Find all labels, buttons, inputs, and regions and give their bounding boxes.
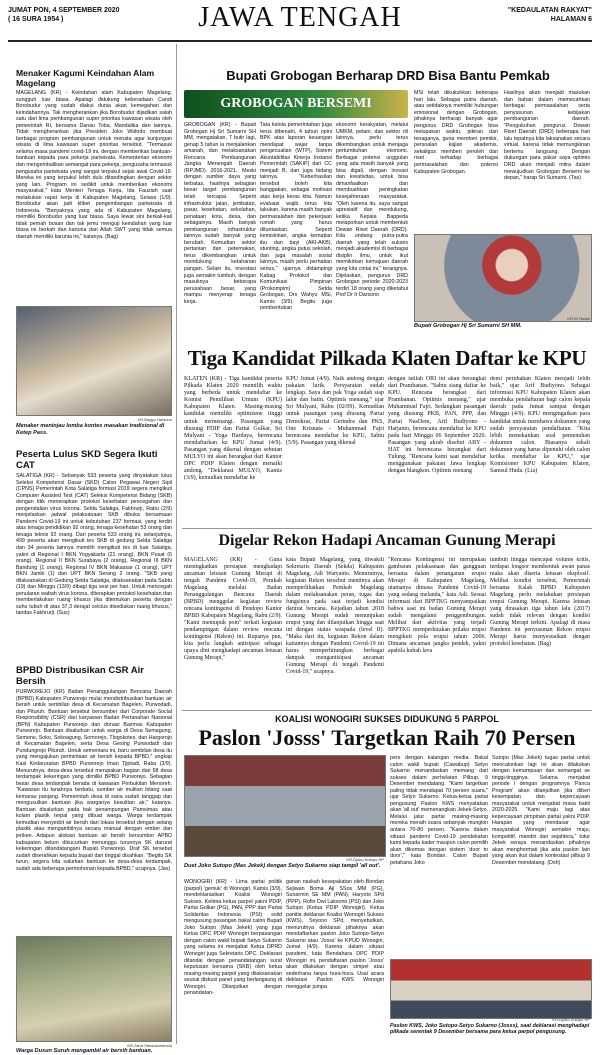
coalition-photo xyxy=(390,959,592,1019)
article-col-1: GROBOGAN (KR) - Bupati Grobogan Hj Sri Sumarni SH MM, mengatakan, 7 butir lagi, genap 5 tahun ia menjalankan amanah, dan melaksanakan Rencana Pembangunan Jangka Menengah Daerah (RPJMD) 2016-2021. Meski dengan sumber daya yang terbatas, hasilnya sebagian besar target pembangunan telah tercapai. Seperti infrastruktur jalan, jembatan, pasar, kesehatan, sekolahan, penataan kota, desa, dan sebagainya. Masih banyak pembangunan infrastruktur lainnya sudah banyak yang berubah. Kemudian sektor pertanian dan peternakan, terus dikembangkan untuk mendukung ketahanan pangan. Selain itu, investasi juga semakin tumbuh, dengan masuknya beberapa perusahaan besar, yang mampu menyerap tenaga kerja. xyxy=(184,122,256,305)
grobogan-banner xyxy=(184,90,408,118)
article-col-3: dengan istilah ORI ini akan berangkat dari Prambanan. "Sabtu siang daftar ke KPU. Rencana berangkat dari Prambanan. Optimis menang," ujar Muhammad Fajri. Sedangkan pasangan yang diusung PKB, PAN, PPP, dan Partai NasDem, Arif Budiyono - Harjanto, berencana mendaftar ke KPU pada hari Minggu 06 September 2020. Pasangan yang akrab disebut ABY - HAT ini berencana berangkat dari Tulung. "Rencana kami saat mendaftar menggunakan pakaian Jawa lengkap dengan blangkon. Optimis menang xyxy=(388,376,486,475)
article-col-2: Tata kelola pemerintahan juga terus dibenahi, 4 tahun opini BPK atas laporan keuangan mendapat wajar tanpa pengecualian (WTP), Sistem Akuntabilitas Kinerja Instansi Pemerintah (SAKIP) dari CC menjadi B, dan juga bidang lainnya. "Keberhasilan tersebut boleh kita banggakan, sebagai motivasi atas kerja keras kita. Namun evaluasi wajib terus kita lakukan, karena masih banyak permasalahan dan pekerjaan rumah yang harus dituntaskan. Seperti kemiskinan, angka kematian ibu dan bayi (AKI-AKB), stunting, angka putus sekolah, dan juga masalah sosial lainnya, masih perlu perhatian serius," ujarnya didampingi Kabag Protokol dan Komunikasi Pimpinan (Prokompim) Setda Grobogan, Drs Wahyu MSi, Kamis (3/9). Begitu juga pembentukan xyxy=(260,122,332,312)
photo-caption: Warga Dusun Suruh mengambil air bersih bantuan. xyxy=(16,1048,153,1054)
photo-credit: KR-Djoko Sutopo HP xyxy=(552,1017,590,1022)
masthead-sura: ( 16 SURA 1954 ) xyxy=(8,16,64,23)
article-body: SALATIGA (KR) - Sebanyak 533 peserta yang dinyatakan lulus Seleksi Kompetensi Dasar (SKD) Calon Pegawai Negeri Sipil (CPNS) Pemerintah Kota Salatiga formasi 2019 segera mengikuti Computer Assisted Test (CAT) Seleksi Kompetensi Bidang (SKB) dengan titik menerapkan protokol kesehatan pencegahan dan pengendalian virus korona. Selda Salatiga, Fakhrurji, Rabu (2/9) menjelaskan jadwal pelaksanaan SKB dibuka bersamaan Pandemi Covid-19 ini untuk kebutuhan 237 formasi, yang terdiri atas tenaga pendidikan 92 orang, tenaga kesehatan 53 orang dan tenaga teknis 92 orang. Dari peserta 533 orang ini, selanjutnya, 499 peserta akan mengikuti tes SKB di gedung Selda Salatiga dan 34 peserta lainnya memilih mengikuti tes di luar Salatiga, yakni di Regional I BKN Yogyakarta (21 orang), BKN Pusat (6 orang), Regional II BKN Surabaya (2 orang), Regional III BKN Bandung (1 orang), Regional IV BKN Makassar (1 orang), UPT BKN Jambi (1) dan UPT BKN Serang 2 orang. "SKB yang dilaksanakan di Gedung Selda Salatiga, dilaksanakan pada Sabtu (19) dan Minggu (13/9) dibagi tiga sesi per hari. Untuk mencegah penularan wabah virus korona, diterapkan protokol kesehatan dan memberlakukan ruang khusus jika ditemukan peserta dengan suhu tubuh di atas 37,3 derajat celcius disediakan ruang khusus," tandas Fakhrurji. (Sus) xyxy=(16,473,172,617)
photo-caption: Bupati Grobogan Hj Sri Sumarni SH MM. xyxy=(414,323,522,329)
article-title: BPBD Distribusikan CSR Air Bersih xyxy=(16,665,144,687)
article-title: Peserta Lulus SKD Segera Ikuti CAT xyxy=(16,449,158,471)
menaker-photo xyxy=(16,306,172,416)
masthead-date: JUMAT PON, 4 SEPTEMBER 2020 xyxy=(8,7,120,14)
article-col-3: pers dengan kalangan media. Bakal calon wakil bupati (Cawabup) Setyo Sukarno menandaskan memang dari sukses dalam perhelatan Pilbup, 9 Desember mendatang. "Kami targetkan paling tidak mendapat 70 persen suara," ujar Setyo Sukarno. Ketua-ketua partai pengusung Paslon KWS menyatakan akan 'all out' memenangkan Jekek-Setyo. Melalui jalur partai masing-masing mereka meraih suara sebanyak mungkin antara 70-80 persen. "Karena dalam situasi pandemi Covid-19 pendekatan kami kepada kader maupun calon pemilih akan dikemas dengan sistem 'door to door'," kata Bondan. Calon Bupati petahana Joko xyxy=(390,755,488,866)
article-body: MAGELANG (KR) - Keindahan alam Kabupaten Magelang, sungguh luar biasa. Apalagi didukung keberadaan Candi Borobudur yang sudah diakui dunia akan kemegahan dan keindahannya. Tak mengherankan jika Borobudur dijadikan salah satu dari lima pembangunan super prioritas kawasan wisata oleh pemerintah RI, bersama Danau Toba, Mandalika dan lainnya. Tidak mengherankan jika Presiden Joko Widodo membuat berbagai program pembangunan untuk menata agar kunjungan wisata di lima kawasan super prioritas tersebut. "Termasuk selama masa pandemi covid-19 ini, dengan memberikan bantuan-bantuan kepada para pekerja pariwisata. Kementerian ekonomi dan mengembalikan semangat para pekerja, pengusaha termasuk pengusaha pariwisata yang sangat terpukul sejak awal Covid-19. Mereka ini yang terpukul lebih dulu ditandingkan dengan sektor yang lain. Program ini sedikit untuk memberikan ekonomi masyarakat," kata Menteri Tenaga Kerja, Ida Fauziah saat melakukan rapat kerja di Kabupaten Magelang, Selasa (1/9). Borobudur akan jadi klibet pengembangan pariwisata di Indonesia. "Banyaknya yang ada di Kabupaten Magelang, memiliki Borobudur yang luar biasa. Saya lewat sini berkali-kali tidak pernah bosan dan tak jemu menguji keindahan yang luar biasa ini berkah dan karunia dari Allah SWT yang tidak semua daerah memiliki karunia ini," katanya. (Bag) xyxy=(16,90,172,241)
photo-credit: KR-Jarot Sarwosambodo xyxy=(127,1043,172,1048)
article-title: Digelar Rekon Hadapi Ancaman Gunung Merapi xyxy=(218,532,556,549)
water-aid-photo xyxy=(16,936,172,1042)
wonogiri-article xyxy=(182,710,592,1047)
bupati-portrait xyxy=(414,234,592,322)
article-col-4: tumbuh hingga mencapai volume kritis, terdapat longsor membentuk awan panas maka akan diserta letusan eksplosif. Melihat kondisi tersebut, Pemerintah bersama Kalak BPBD Kabupaten Magelang perlu melakukan persiapan erupsi Gunung Merapi. Karena letusan yang dirasakan tiga tahun lalu (2017) sudah tidak relevan dengan kondisi Gunung Merapi terkini. Apalagi di masa Pandemi ini penyusunan Rekon erupsi Merapi harus menyesuaikan dengan protokol kesehatan. (Bag) xyxy=(490,557,590,647)
article-col-3: "Rencana Kontingensi ini merupakan gambaran pelaksanaan dan gangguan bersama dalam penanganan erupsi Merapi di Kabupaten Magelang, utamanya dimasa Pandemi Covid-19 yang sedang melanda," kata Adi. Sesuai informasi dari BPPTKG menyampaikan bahwa saat ini badan Gunung Merapi sudah mengalami penggembungan. Melihat dari aktivitas yang terjadi BPPTKG memperkirakan prilaku erupsi mengikuti pola erupsi tahun 2006. Dimana ancaman jangka pendek, yakni apabila kubah lava xyxy=(388,557,486,654)
grobogan-article xyxy=(182,44,592,344)
article-col-4: Sutopo (Mas Jekek) tugas partai untuk mencalonkan lagi ini akan dilakukan dengan kemampuan dan semangat se tinggi-tingginya. Selama menjabat periode I dengan programnya 'Panca Program' akan dilanjutkan jika diberi kesempatan dan kepercayaan masyarakat untuk menjabat masa bakti 2020-2025. "Kami maju lagi atas kepercayaan pimpinan partai yakni PDIP. Harapan yang mendasar agar masyarakat Wonogiri semakin maju, kompetitif, mandiri dan sejahtera," tutur Jekek seraya menandaskan pihaknya akan menghormati jika ada paslon lain yang akan ikut dalam kontestasi pilbup 9 Desember mendatang. (Dsh) xyxy=(492,755,590,866)
article-title: Paslon 'Josss' Targetkan Raih 70 Persen xyxy=(198,725,576,750)
article-kicker: KOALISI WONOGIRI SUKSES DIDUKUNG 5 PARPOL xyxy=(275,714,499,724)
masthead-slogan: "KEDAULATAN RAKYAT" xyxy=(507,7,592,14)
article-col-2: ganan naskah kesepakatan oleh Bondan Sejiwan Boma Aji SSos MM (PG), Sunarmin SE MM (PAN), Haryoto SPd (PPP), Rofin Dwi Laksono (PSI) dan Joko Sutopo (Ketua PDIP Wonogiri). Ketua panitia deklarasi Koalisi Wonogiri Sukses (KWS), Sriyono SPd, menyebutkan, menurutnya deklarasi pihaknya akan mendaftarkan paslon Joko Sutopo-Setyo Sukarno atau 'Josss' ke KPUD Wonogiri, Jumat (4/9). Karena dalam situasi pandemi, kata Bendahara DPC PDIP Wonogiri ini, pendaftaran paslon 'Josss' akan dilakukan dengan simpel atau sederhana tanpa hura-hura. Usai acara deklarasi Paslon KWS Wonogiri menggelar jumpa xyxy=(286,879,384,990)
klaten-article xyxy=(182,346,592,526)
photo-credit: KR-Djoko Sutopo HP xyxy=(346,857,384,862)
article-col-4: MSi telah dikukuhkan beberapa hari lalu. Sebagai putra daerah, atau setidaknya memiliki hubungan emosional dengan Grobogan, pihaknya berharap banyak agar pengurus DRD Grobogan bisa melupakan waktu, pikiran dan tenaganya, guna memberi pemikir, persoalan kajian akademis, sekaligus memberi peroleh dan riset terhadap berbagai permasalahan dan potensi Kabupaten Grobogan. xyxy=(414,90,498,175)
photo-credit: KR-Bagyo Harsono xyxy=(137,417,172,422)
article-title: Tiga Kandidat Pilkada Klaten Daftar ke KPU xyxy=(187,346,587,370)
article-col-2: KPU Jumat (4/9). Naik andong dengan pakaian lurik. Persyaratan sudah lengkap. Saya dan pak Yoga sudah siap lahir dan batin. Optimis menang," ujar Sri Mulyani, Rabu (02/09). Kemudian untuk pasangan yang diusung Partai Demokrat, Partai Gerindra dan PKS, One Krisnata - Muhammad Fajri berencana mendaftar ke KPU, Sabtu (5/9). Pasangan yang dikenal xyxy=(286,376,384,446)
masthead-rule xyxy=(8,40,592,42)
article-col-3: ekonomi kerakyatan, melalui UMKM, petani, dan sektor riil lainnya, perlu terus dikembangkan untuk menjaga pertumbuhan ekonomi. Berbagai potensi unggulan yang ada masih banyak yang bisa digali, dengan inovasi dan kreativitas, untuk bisa dimanfaatkan dan membuahkan peningkatan kesejahteraan masyarakat. "Oleh karena itu, saya sangat apresiatif dan mendukung, ketika Kepala Bappeda melaporkan untuk membentuk Dewan Riset Daerah (DRD). Kita undang putra-putra daerah yang telah sukses menjadi akademisi di berbagai disiplin ilmu, untuk ikut memikirkan kemajuan daerah yang kita cintai ini," terangnya. Dijelaskan, pengurus DRD Grobogan periode 2020-2023 terdiri 18 orang yang diketahui Prof Dr Ir Darsono xyxy=(336,122,408,299)
article-col-1: KLATEN (KR) - Tiga kandidat peserta Pilkada Klaten 2020 memilih waktu yang berbeda untuk mendaftar ke Komisi Pemilihan Umum (KPU) Kabupaten Klaten. Masing-masing kandidat memiliki optimisme tinggi untuk memenangi. Pasangan yang diusung PDIP dan Partai Golkar, Sri Mulyani - Yoga Hardaya, berencana mendaftarkan ke KPU Jumat (4/9). Pasangan yang dikenal dengan sebutan MULYO ini akan berangkat dari Kantor DPC PDIP Klaten dengan menaiki andong. "Deklarasi MULYO, Kamis (3/9), kemudian mendaftar ke xyxy=(184,376,282,482)
article-col-1: MAGELANG (KR) - Guna meningkatkan persiapan menghadapi ancaman letusan Gunung Merapi di tengah Pandemi Covid-19, Pemkab Magelang melalui Badan Penanggulangan Bencana Daerah (BPBD) menggelar kegiatan review rencana kontingensi di Pendopo Kantor BPBD Kabupaten Magelang, Rabu (2/9). "Kami memupuk poin" terkait kegiatan pendampingan dalam review rencana kontingensi (Rekon) ini. Rupanya pun, kita perlu langkah antisipasi sebagai upaya dini menghadapi ancaman letusan Gunung Merapi," xyxy=(184,557,282,661)
banner-label: GROBOGAN BERSEMI xyxy=(220,96,372,111)
photo-caption: Duet Joko Sutopo (Mas Jekek) dengan Setyo Sukarno siap tampil 'all out'. xyxy=(184,863,381,869)
article-col-1: WONOGIRI (KR) - Lima partai politik (parpol) 'gemuk' di Wonogiri, Kamis (3/9), mendeklarasikan Koalisi Wonogiri Sukses. Ketima ketua parpol yakni PDIP, Partai Golkar (PG), PAN, PPP dan Partai Solidaritas Indonesia (PSI) solid mengusung pasangan bakal calon Bupati Joko Sutopo (Mas Jekek) yang juga Ketua DPC PDIP Wonogiri berpasangan dengan calon wakil bupati Setyo Sukarno yang selama ini menjabat Ketua DPRD Wonogiri juga Sekretaris DPC. Deklarasi ditandai dengan penandatangan surat keputusan bersama (SKB) oleh ketua masing-masing parpol yang dilaksanakan seusai diskusi panel yang berlangsung di Wonogiri. Dilanjutkan dengan penandatan- xyxy=(184,879,282,997)
article-title: Menaker Kagumi Keindahan Alam Magelang xyxy=(16,68,155,88)
merapi-article xyxy=(182,528,592,709)
article-body: PURWOREJO (KR) Badan Penanggulangan Bencana Daerah (BPBD) Kabupaten Purworejo mulai mendistribusikan bantuan air bersih untuk sembilan desa di Kecamatan Bagelen, Purwodadi, dan Pituruh. Bantuan tersebut bersumber dari Corporate Social Responsibility (CSR) dari karyawan Badan Pertanahan Nasional (BPN) Kabupaten Purworejo dan donasi Bazmas Kabupaten Purworejo. Bantuan disalurkan untuk warga di Desa Semagung, Semono, Soko, Sokoagung, Somorejo, Tlogokotes, dan Hargorojo di Kecamatan Bagelen, serta Desa Gesing Purwodadi dan Pundungrejo Pituruh. Untuk sementara ini, baru sembilan desa itu yang mengajukan permintaan air bersih kepada BPBD," ungkap Kasi Kedaruratan BPBD Purworejo Iman Tjiptadi, Rabu (3/9). Menurutnya, desa-desa tersebut merupakan bagian dari 68 desa terdampak kekeringan yang dimiliki BPBD Purworejo. Sebagian besar desa terdampak berada di kawasan Perbukitan Menoreh. "Kawasan itu tanahnya berbatu, sumber air mulitan hilang saat kemarau panjang. Pemerintah desa di sana sudah tanggap dan mengusulkan bantuan jika warganya kesulitan air," katanya. Bantuan disalurkan pada bak penampungan Pamsimas atau kolam plastik terpal yang dibuat warga. Warga terdampak kemudian menyedot air bersih dari lokasi tersebut dengan selang plastik atau mengambilnya secara manual dengan ember dan jeriken. Adapun alokasi bantuan air bersih bersumber APBD kabupaten belum dikucurkan menunggu turunnya SK darurat kekeringan ditandatangani Bupati Purworejo. Draf SK tersebut sudah diserahkan kepada bupati dan tinggal disahkan. "Begitu SK turun, segera kita salurkan bantuan ke desa-desa terdampak, sudah ada beberapa permohonan kepada BPBD," ucapnya. (Jas) xyxy=(16,689,172,872)
left-column xyxy=(8,44,177,1054)
article-col-2: kata Bupati Magelang, yang diwakili Sekretaris Daerah (Sekda) Kabupaten Magelang, Adi Waryanto. Menurutnya, kegiatan Rekon tersebut mentinya akan memperlihatkan Pemkab Magelang dalam melaksanakan peran, tugas dan fungsinya pada saat terjadi kondisi darurat bencana. Kejadian tahun 2018 Gunung Merapi sudah menunjukan erupsi yang dan dilanjutkan hingga saat ini dengan status waspada (level II). "Maka dari itu, kegiatan Rekon dalam kaitannya dengan Pandemi Covid-19 ini harus memperhitungkan berbagai dampak mengantisipasi ancaman Gunung Merapi di tengah Pandemi Covid-19," ucapnya. xyxy=(286,557,384,675)
article-col-5: Hasilnya akan menjadi masukan dan bahan dalam memecahkan berbagai permasalahan serta penyusunan kebijakan pembangunan daerah. "Pengukuhan pengurus Dewan Riset Daerah (DRD) beberapa hari lalu tepatnya kita laksanakan secara virtual, karena tidak memungkinan bertemu langsung. Dengan dukungan para pakar saya optimis DRD akan menjadi mitra dalam mewujudkan Grobogan Bersemi ke depan," harap Sri Sumarni. (Tas) xyxy=(504,90,590,182)
article-col-4: demi perubahan Klaten menjadi lebih baik," ujar Arif Budiyono. Sebagai informasi KPU Kabupaten Klaten akan membuka pendaftaran bagi calon kepala daerah pada Jumat sampai dengan Minggu (4/9). KPU mengingatkan para kandidat untuk membawa dokumen yang sudah persyaratan pendaftaran. "Kita lebih menekankan soal pemenuhan dokumen calon. Biasanya sekali dokumen yang harus dipenuhi oleh calon ketika mendaftar ke KPU," ujar Komisioner KPU Kabupaten Klaten, Samsul Huda. (Lia) xyxy=(490,376,590,475)
masthead-title: JAWA TENGAH xyxy=(198,2,402,33)
candidates-photo xyxy=(184,755,386,857)
photo-caption: Menaker meninjau lomba kontes masakan tradisional di Ketep Pass. xyxy=(16,423,165,436)
masthead-page: HALAMAN 6 xyxy=(550,16,592,23)
masthead-right-block xyxy=(508,6,592,24)
photo-credit: KR-M Taslim xyxy=(567,316,590,321)
article-title: Bupati Grobogan Berharap DRD Bisa Bantu Pemkab xyxy=(226,68,550,83)
photo-caption: Paslon KWS, Joko Sutopo-Setyo Sukarno (Josss), saat deklarasi menghadapi pilkada serentak 9 Desember bersama para ketua parpol pengusung. xyxy=(390,1023,590,1036)
